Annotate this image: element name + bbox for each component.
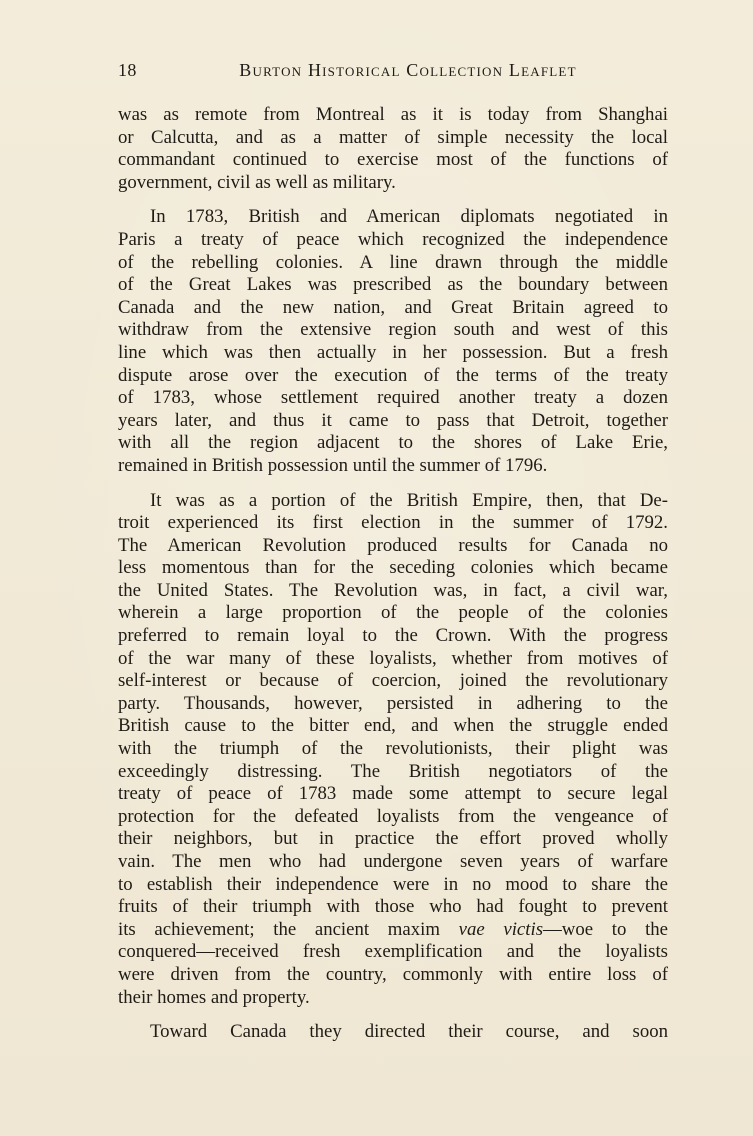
text-line: their neighbors, but in practice the effort proved wholly: [118, 828, 668, 850]
text-line: preferred to remain loyal to the Crown. With the progress: [118, 625, 668, 647]
text-line: self-interest or because of coercion, joined the revolutionary: [118, 670, 668, 692]
italic-phrase: vae victis: [458, 918, 544, 940]
text-run: —woe to the: [543, 918, 669, 940]
text-line: The American Revolution produced results for Canada no: [118, 534, 668, 556]
paragraph-3: [118, 490, 668, 1010]
page-header: [118, 58, 672, 90]
text-line-with-italic: [118, 919, 668, 942]
paragraph-gap: [118, 478, 668, 490]
text-line: of the rebelling colonies. A line drawn through the middle: [118, 251, 668, 273]
text-line: line which was then actually in her possession. But a fresh: [118, 341, 668, 363]
paragraph-1: [118, 104, 668, 194]
text-line: exceedingly distressing. The British negotiators of the: [118, 760, 668, 782]
page-number: 18: [118, 60, 137, 80]
paragraph-4: [118, 1021, 668, 1044]
body-text: [118, 104, 668, 1044]
text-line: the United States. The Revolution was, in fact, a civil war,: [118, 579, 668, 601]
text-line: Paris a treaty of peace which recognized the independence: [118, 228, 668, 250]
running-title: Burton Historical Collection Leaflet: [239, 60, 577, 80]
text-line: remained in British possession until the summer of 1796.: [118, 454, 548, 476]
paragraph-2: [118, 206, 668, 477]
text-line: with all the region adjacent to the shores of Lake Erie,: [118, 432, 668, 454]
text-line: protection for the defeated loyalists from the vengeance of: [118, 805, 668, 827]
paragraph-gap: [118, 1009, 668, 1021]
text-line: were driven from the country, commonly with entire loss of: [118, 963, 668, 985]
text-line: Canada and the new nation, and Great Britain agreed to: [118, 296, 668, 318]
text-line: fruits of their triumph with those who had fought to prevent: [118, 896, 668, 918]
text-line: wherein a large proportion of the people of the colonies: [118, 602, 668, 624]
text-line: commandant continued to exercise most of the functions of: [118, 149, 668, 171]
text-line: British cause to the bitter end, and when the struggle ended: [118, 715, 668, 737]
text-line: conquered—received fresh exemplification and the loyalists: [118, 941, 668, 963]
text-line: withdraw from the extensive region south and west of this: [118, 319, 668, 341]
text-line: was as remote from Montreal as it is today from Shanghai: [118, 104, 668, 125]
text-line: with the triumph of the revolutionists, their plight was: [118, 738, 668, 760]
text-line: vain. The men who had undergone seven years of warfare: [118, 851, 668, 872]
text-line: party. Thousands, however, persisted in adhering to the: [118, 692, 668, 714]
text-line: to establish their independence were in no mood to share the: [118, 873, 668, 895]
text-line: years later, and thus it came to pass that Detroit, together: [118, 409, 668, 431]
text-line: of the war many of these loyalists, whether from motives of: [118, 647, 668, 669]
text-line: their homes and property.: [118, 986, 310, 1008]
paragraph-gap: [118, 194, 668, 206]
text-line: government, civil as well as military.: [118, 171, 396, 193]
text-line: treaty of peace of 1783 made some attempt to secure legal: [118, 783, 668, 805]
text-line: or Calcutta, and as a matter of simple necessity the local: [118, 126, 668, 148]
text-line: of 1783, whose settlement required another treaty a dozen: [118, 387, 668, 409]
text-run: its achievement; the ancient maxim: [118, 918, 459, 940]
text-line: dispute arose over the execution of the terms of the treaty: [118, 364, 668, 386]
text-line: In 1783, British and American diplomats negotiated in: [150, 206, 668, 228]
text-line: Toward Canada they directed their course, and soon: [150, 1021, 668, 1043]
text-line: less momentous than for the seceding colonies which became: [118, 557, 668, 579]
text-line: It was as a portion of the British Empire, then, that De-: [150, 489, 668, 511]
text-line: troit experienced its first election in the summer of 1792.: [118, 512, 668, 534]
text-line: of the Great Lakes was prescribed as the boundary between: [118, 274, 668, 296]
